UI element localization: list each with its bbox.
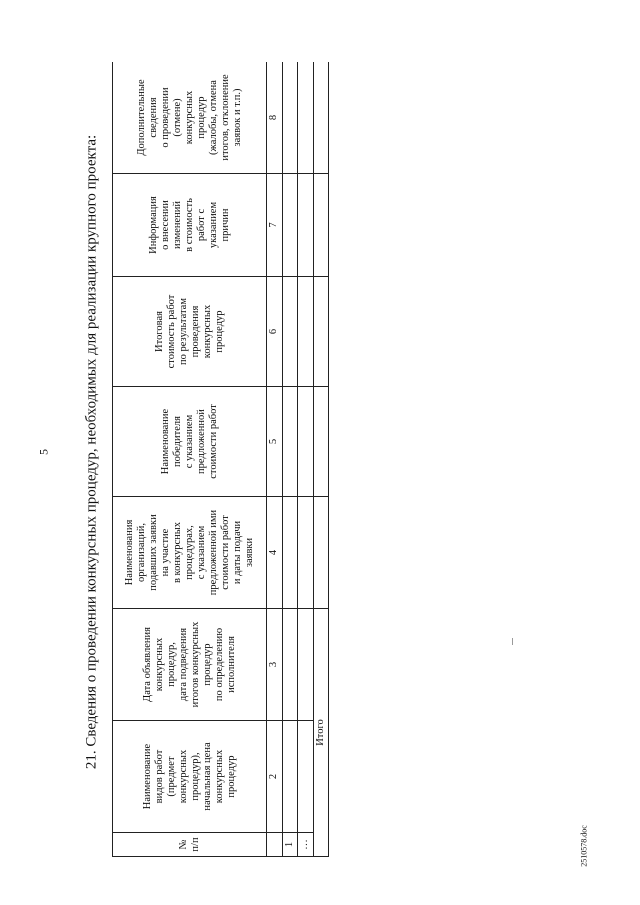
table-cell <box>298 277 313 387</box>
header-cell: Информация о внесении изменений в стоимость работ с указанием причин <box>113 174 267 277</box>
table-cell <box>298 721 313 833</box>
column-number-row <box>267 62 282 857</box>
table-cell <box>298 62 313 174</box>
column-number-cell: 5 <box>267 387 282 497</box>
table-cell <box>282 277 297 387</box>
header-cell: № п/п <box>113 833 267 857</box>
total-row <box>313 62 328 857</box>
total-label: Итого <box>313 609 328 857</box>
column-number-cell: 4 <box>267 497 282 609</box>
table-cell <box>282 387 297 497</box>
column-number-cell: 6 <box>267 277 282 387</box>
column-number-cell: 2 <box>267 721 282 833</box>
table-cell <box>298 387 313 497</box>
table-cell <box>282 62 297 174</box>
table-cell <box>282 174 297 277</box>
table-cell <box>282 721 297 833</box>
tender-procedures-table <box>112 62 329 857</box>
page-number: 5 <box>36 449 51 455</box>
table-cell <box>298 497 313 609</box>
header-cell: Наименование победителя с указанием предложенной стоимости работ <box>113 387 267 497</box>
header-cell: Наименование видов работ (предмет конкурсных процедур), начальная цена конкурсных процедур <box>113 721 267 833</box>
table-cell <box>298 174 313 277</box>
table-header-row <box>113 62 267 857</box>
table-cell <box>313 62 328 174</box>
document-footer-code: 2510578.doc <box>579 825 589 867</box>
table-row <box>298 62 313 857</box>
table-cell <box>298 609 313 721</box>
column-number-cell: 7 <box>267 174 282 277</box>
stray-mark <box>512 638 513 645</box>
table-row <box>282 62 297 857</box>
header-cell: Наименования организаций, подавших заявки на участие в конкурсных процедурах, с указанием предложенной ими стоимости работ и даты подачи заявки <box>113 497 267 609</box>
header-cell: Дополнительные сведения о проведении (отмене) конкурсных процедур (жалобы, отмена итогов, отклонение заявок и т.п.) <box>113 62 267 174</box>
table-cell <box>282 609 297 721</box>
header-cell: Дата объявления конкурсных процедур, дата подведения итогов конкурсных процедур по определению исполнителя <box>113 609 267 721</box>
column-number-cell: 8 <box>267 62 282 174</box>
table-cell <box>313 174 328 277</box>
header-cell: Итоговая стоимость работ по результатам проведения конкурсных процедур <box>113 277 267 387</box>
column-number-cell <box>267 833 282 857</box>
table-cell <box>282 497 297 609</box>
section-heading: 21. Сведения о проведении конкурсных процедур, необходимых для реализации крупного проекта: <box>83 134 100 770</box>
table-cell <box>313 497 328 609</box>
table-cell: … <box>298 833 313 857</box>
tender-procedures-table-container <box>112 62 329 857</box>
table-cell: 1 <box>282 833 297 857</box>
table-cell <box>313 387 328 497</box>
column-number-cell: 3 <box>267 609 282 721</box>
table-cell <box>313 277 328 387</box>
